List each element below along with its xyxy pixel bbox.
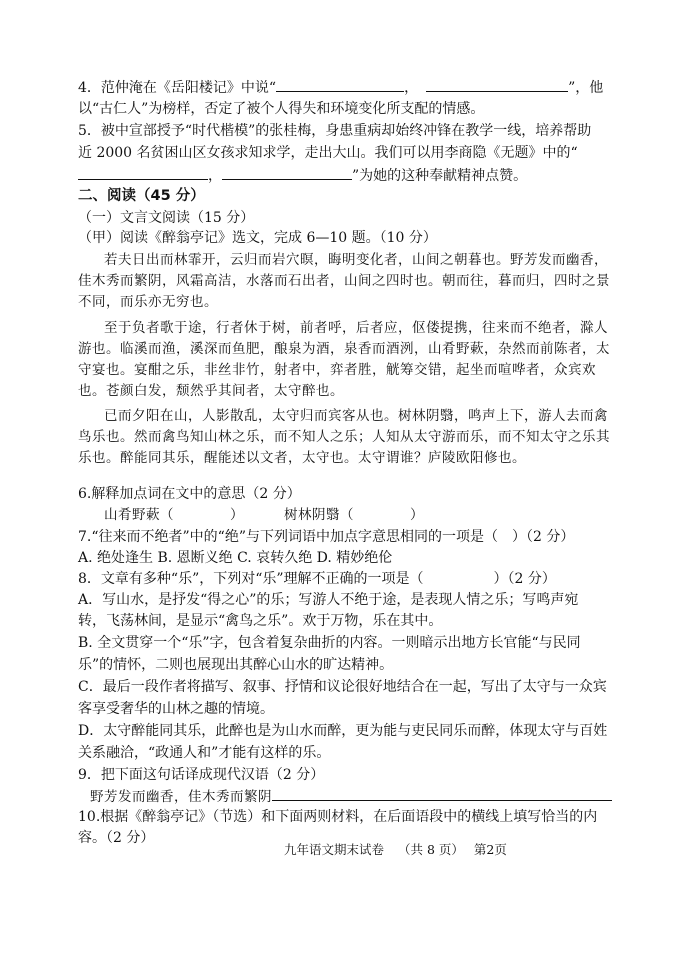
q9-sentence: 野芳发而幽香，佳木秀而繁阴 <box>90 789 272 805</box>
footer-pages: （共 8 页） <box>398 842 464 857</box>
q4-text-c: ”，他 <box>568 80 604 96</box>
section-sub1: （一）文言文阅读（15 分） <box>78 210 255 226</box>
q7-options: A. 绝处逢生 B. 恩断义绝 C. 哀转久绝 D. 精妙绝伦 <box>78 550 393 566</box>
q5-text-b: ， <box>208 168 222 184</box>
passage-p2-l4: 也。苍颜白发，颓然乎其间者，太守醉也。 <box>78 383 344 399</box>
q10-line1: 10.根据《醉翁亭记》（节选）和下面两则材料，在后面语段中的横线上填写恰当的内 <box>78 809 598 825</box>
q8-option-d-l2: 关系融洽，“政通人和”才能有这样的乐。 <box>78 745 331 761</box>
q6-item1: 山肴野蔌（ <box>104 507 174 523</box>
passage-p3-l3: 乐也。醉能同其乐，醒能述以文者，太守也。太守谓谁？庐陵欧阳修也。 <box>78 450 526 466</box>
footer-title: 九年语文期末试卷 <box>284 842 385 857</box>
passage-p1-l1: 若夫日出而林霏开，云归而岩穴暝，晦明变化者，山间之朝暮也。野芳发而幽香， <box>104 252 608 268</box>
passage-p2-l1: 至于负者歌于途，行者休于树，前者呼，后者应，伛偻提携，往来而不绝者，滁人 <box>104 320 608 336</box>
q4-text-a: 4．范仲淹在《岳阳楼记》中说“ <box>78 80 277 96</box>
q8-option-a-l1: A．写山水，是抒发“得之心”的乐；写游人不绝于途，是表现人情之乐；写鸣声宛 <box>78 592 579 608</box>
q5-blank-1[interactable] <box>78 165 208 180</box>
q10-line2: 容。（2 分） <box>78 830 155 846</box>
q5-line3 <box>78 165 618 186</box>
q5-text-c: ”为她的这种奉献精神点赞。 <box>352 168 528 184</box>
q8-stem <box>78 569 618 589</box>
q4-text-b: ， <box>404 80 419 96</box>
q9-answer-blank[interactable] <box>272 786 612 801</box>
q8-option-a-l2: 转，飞荡林间，是显示“禽鸟之乐”。欢于万物，乐在其中。 <box>78 613 443 629</box>
section-title: 二、阅读（45 分） <box>78 188 205 204</box>
q4-blank-2[interactable] <box>426 77 568 92</box>
q8-option-d-l1: D．太守醉能同其乐，此醉也是为山水而醉，更为能与吏民同乐而醉，体现太守与百姓 <box>78 723 608 739</box>
q8-option-c-l2: 客享受奢华的山林之趣的情境。 <box>78 701 274 717</box>
q6-stem: 6.解释加点词在文中的意思（2 分） <box>78 486 301 502</box>
section-sub2: （甲）阅读《醉翁亭记》选文，完成 6—10 题。（10 分） <box>78 230 437 246</box>
q4-line2: 以“古仁人”为榜样，否定了被个人得失和环境变化所支配的情感。 <box>78 101 485 117</box>
q5-blank-2[interactable] <box>222 165 352 180</box>
q6-item2-close: ） <box>410 507 424 523</box>
q6-items <box>104 505 644 525</box>
q9-sentence-line <box>90 786 630 807</box>
q8-option-c-l1: C．最后一段作者将描写、叙事、抒情和议论很好地结合在一起，写出了太守与一众宾 <box>78 679 607 695</box>
q7-stem: 7.“往来而不绝者”中的“绝”与下列词语中加点字意思相同的一项是（ ）（2 分） <box>78 529 575 545</box>
passage-p2-l2: 游也。临溪而渔，溪深而鱼肥，酿泉为酒，泉香而酒洌，山肴野蔌，杂然而前陈者，太 <box>78 341 610 357</box>
passage-p1-l2: 佳木秀而繁阴，风霜高洁，水落而石出者，山间之四时也。朝而往，暮而归，四时之景 <box>78 273 610 289</box>
passage-p1-l3: 不同，而乐亦无穷也。 <box>78 294 218 310</box>
footer-current-page: 第2页 <box>473 842 507 857</box>
q8-option-b-l2: 乐”的情怀，二则也展现出其醉心山水的旷达精神。 <box>78 657 394 673</box>
q4-line1 <box>78 77 618 98</box>
q5-line1: 5．被中宣部授予“时代楷模”的张桂梅，身患重病却始终冲锋在教学一线，培养帮助 <box>78 123 592 139</box>
q9-stem: 9．把下面这句话译成现代汉语（2 分） <box>78 767 325 783</box>
passage-p3-l1: 已而夕阳在山，人影散乱，太守归而宾客从也。树林阴翳，鸣声上下，游人去而禽 <box>104 408 608 424</box>
q6-item2: 树林阴翳（ <box>284 507 354 523</box>
q8-option-b-l1: B. 全文贯穿一个“乐”字，包含着复杂曲折的内容。一则暗示出地方长官能“与民同 <box>78 635 581 651</box>
q4-blank-1[interactable] <box>276 77 404 92</box>
passage-p2-l3: 守宴也。宴酣之乐，非丝非竹，射者中，弈者胜，觥筹交错，起坐而喧哗者，众宾欢 <box>78 362 596 378</box>
passage-p3-l2: 鸟乐也。然而禽鸟知山林之乐，而不知人之乐；人知从太守游而乐，而不知太守之乐其 <box>78 429 610 445</box>
q8-stem-a: 8．文章有多种“乐”，下列对“乐”理解不正确的一项是（ <box>78 571 424 587</box>
page-footer <box>284 840 507 858</box>
q8-stem-b: ）（2 分） <box>493 571 556 587</box>
q5-line2: 近 2000 名贫困山区女孩求知求学，走出大山。我们可以用李商隐《无题》中的“ <box>78 145 578 161</box>
q6-item1-close: ） <box>230 507 244 523</box>
